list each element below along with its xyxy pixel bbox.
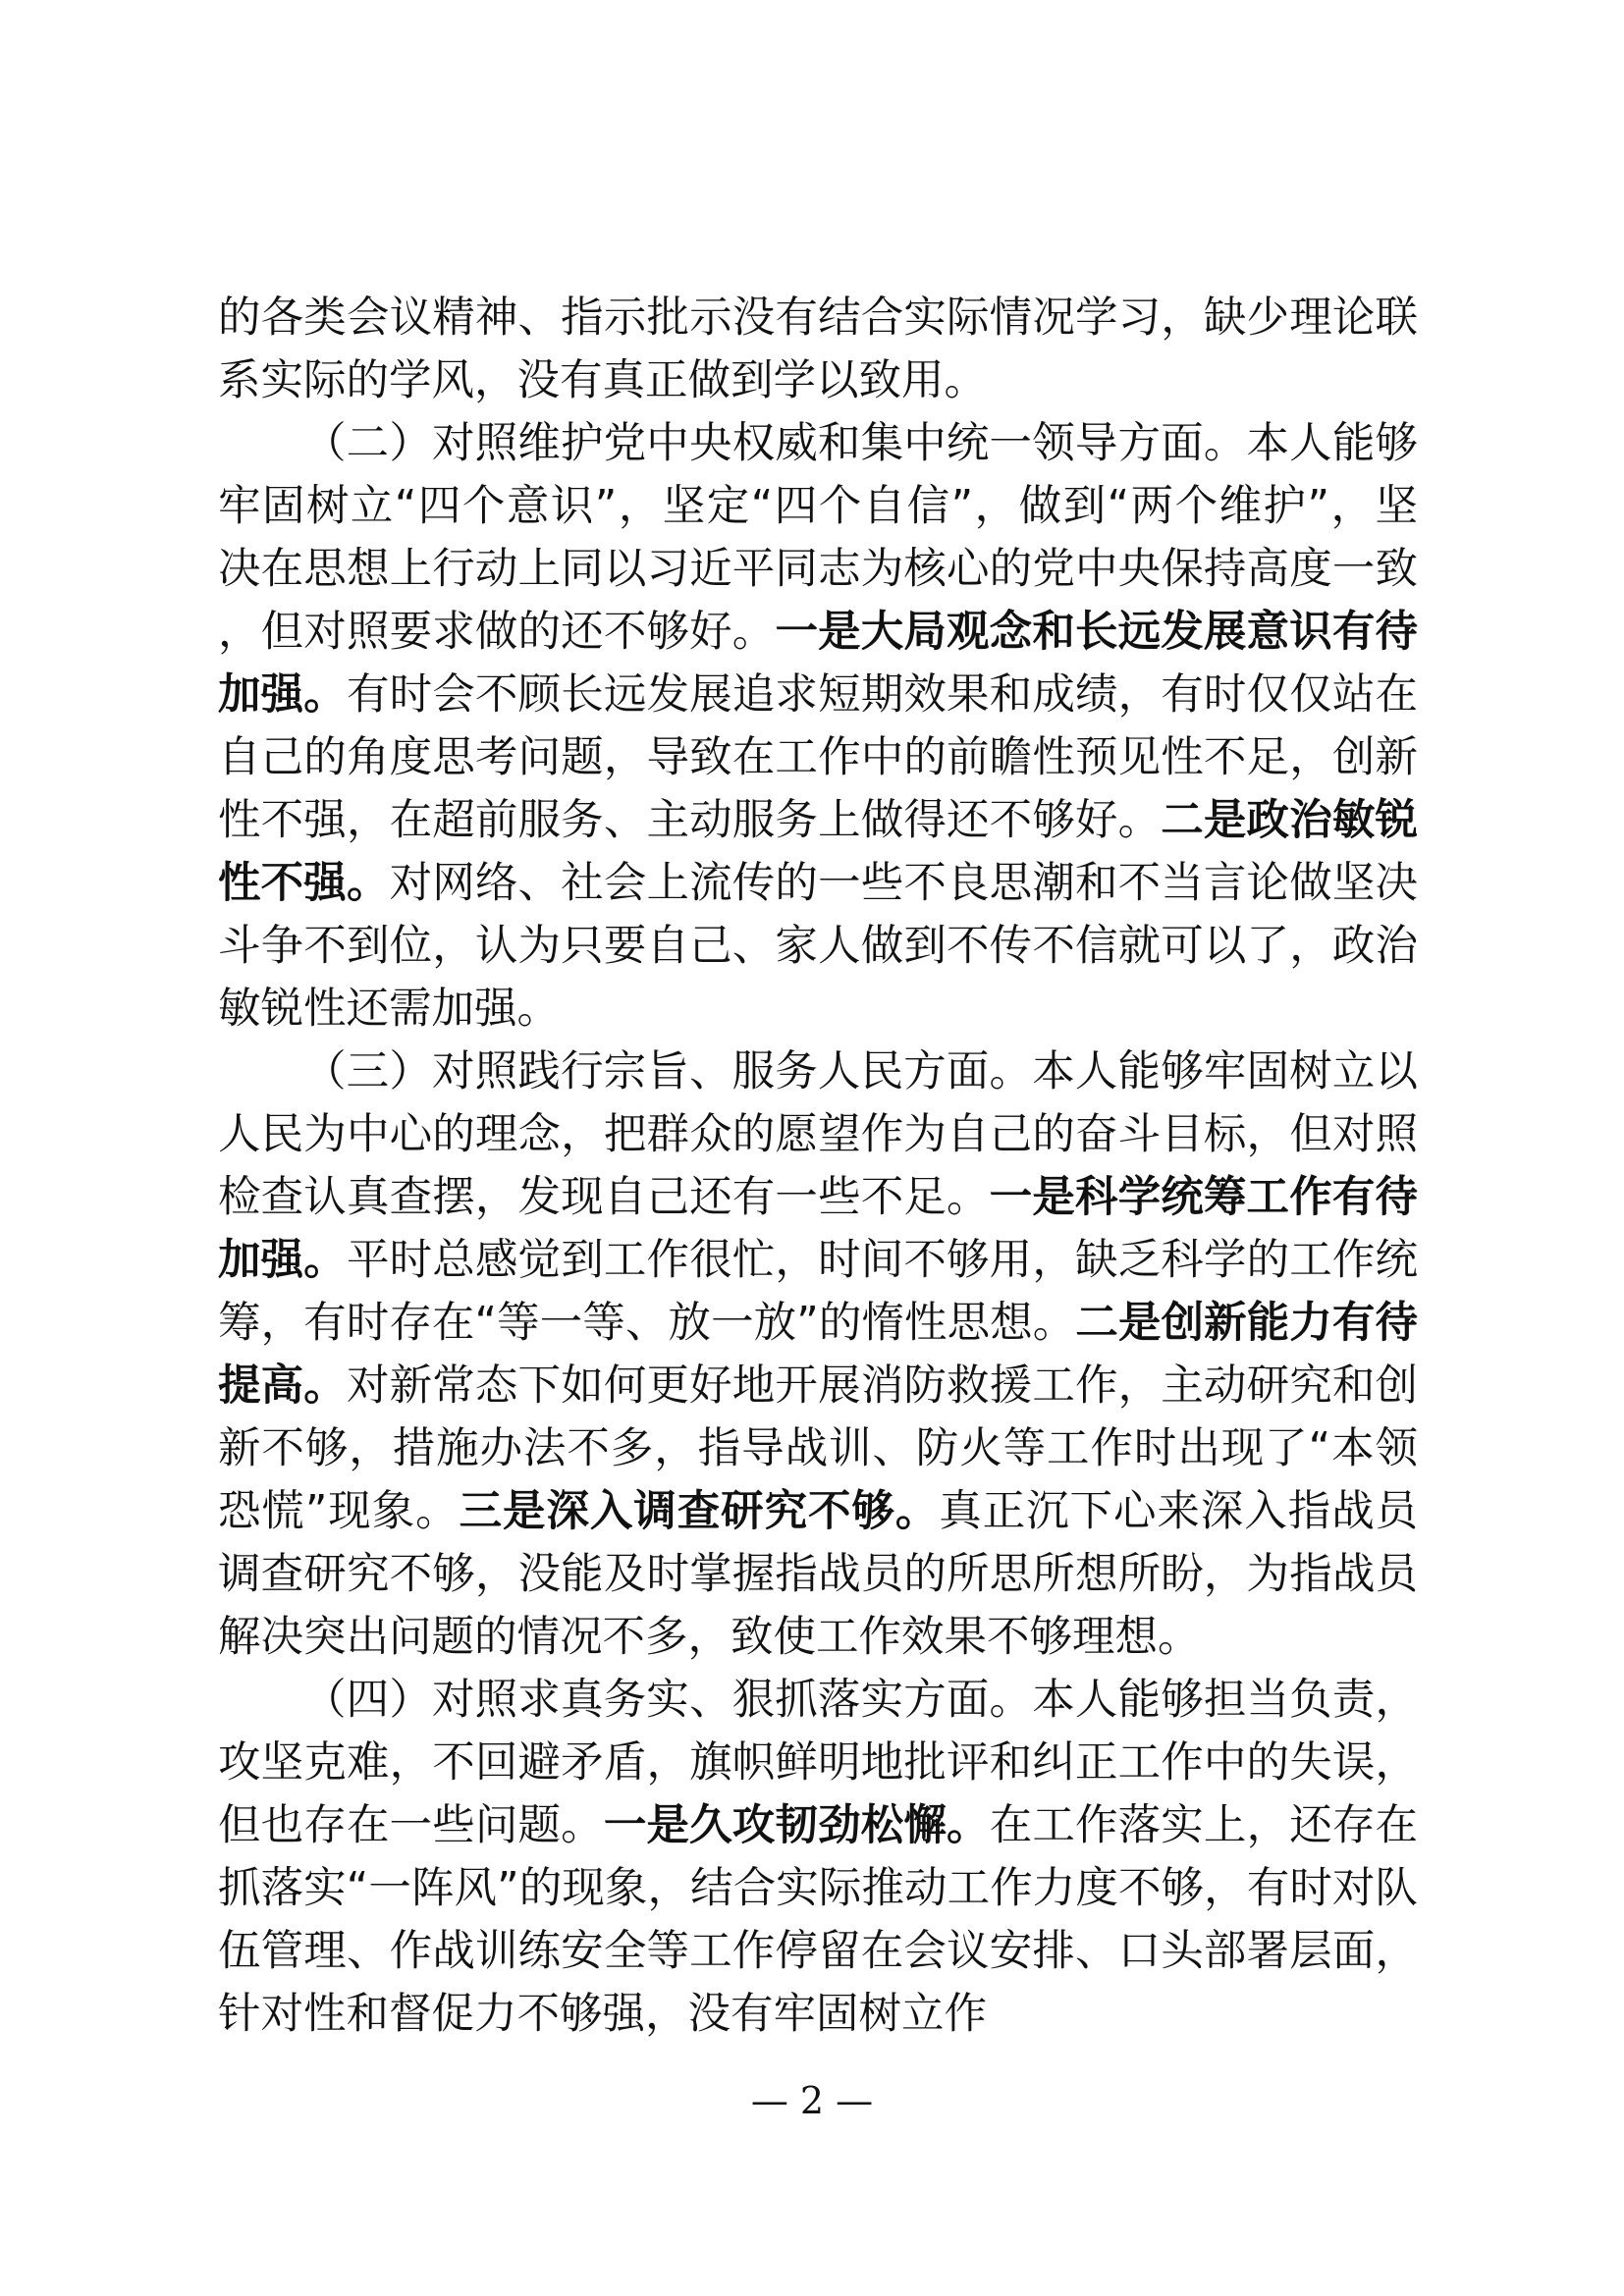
text-run: 对新常态下如何更好地开展消防救援工作，主动研究和创新不够，措施办法不多，指导战训、防火等工作时出现了“本领恐慌”现象。: [218, 1362, 1419, 1536]
bold-heading-run: 二是政治敏锐性不强。: [218, 796, 1419, 908]
bold-heading-run: 二是创新能力有待提高。: [218, 1299, 1418, 1411]
paragraph: [218, 412, 1418, 1041]
text-run: （四）对照求真务实、狠抓落实方面。本人能够担当负责，攻坚克难，不回避矛盾，旗帜鲜明地批评和纠正工作中的失误，但也存在一些问题。: [218, 1676, 1418, 1850]
page-number: — 2 —: [750, 2079, 874, 2122]
text-run: 有时会不顾长远发展追求短期效果和成绩，有时仅仅站在自己的角度思考问题，导致在工作中的前瞻性预见性不足，创新性不强，在超前服务、主动服务上做得还不够好。: [218, 670, 1419, 845]
text-run: （三）对照践行宗旨、服务人民方面。本人能够牢固树立以人民为中心的理念，把群众的愿望作为自己的奋斗目标，但对照检查认真查摆，发现自己还有一些不足。: [218, 1047, 1418, 1222]
text-run: 平时总感觉到工作很忙，时间不够用，缺乏科学的工作统筹，有时存在“等一等、放一放”的惰性思想。: [218, 1236, 1419, 1348]
bold-heading-run: 一是久攻韧劲松懈。: [603, 1801, 990, 1850]
text-run: （二）对照维护党中央权威和集中统一领导方面。本人能够牢固树立“四个意识”，坚定“四个自信”，做到“两个维护”，坚决在思想上行动上同以习近平同志为核心的党中央保持高度一致，但对照要求做的还不够好。: [218, 419, 1418, 657]
bold-heading-run: 三是深入调查研究不够。: [459, 1487, 940, 1536]
bold-heading-run: 一是大局观念和长远发展意识有待加强。: [218, 608, 1419, 720]
text-run: 在工作落实上，还存在抓落实“一阵风”的现象，结合实际推动工作力度不够，有时对队伍管理、作战训练安全等工作停留在会议安排、口头部署层面，针对性和督促力不够强，没有牢固树立作: [218, 1801, 1419, 2039]
text-run: 对网络、社会上流传的一些不良思潮和不当言论做坚决斗争不到位，认为只要自己、家人做到不传不信就可以了，政治敏锐性还需加强。: [218, 859, 1418, 1034]
paragraph: [218, 287, 1418, 412]
bold-heading-run: 一是科学统筹工作有待加强。: [218, 1173, 1419, 1285]
paragraph: [218, 1669, 1418, 2046]
body-text: [218, 287, 1418, 2046]
paragraph: [218, 1041, 1418, 1669]
text-run: 真正沉下心来深入指战员调查研究不够，没能及时掌握指战员的所思所想所盼，为指战员解决突出问题的情况不多，致使工作效果不够理想。: [218, 1487, 1419, 1662]
text-run: 的各类会议精神、指示批示没有结合实际情况学习，缺少理论联系实际的学风，没有真正做到学以致用。: [218, 294, 1418, 405]
